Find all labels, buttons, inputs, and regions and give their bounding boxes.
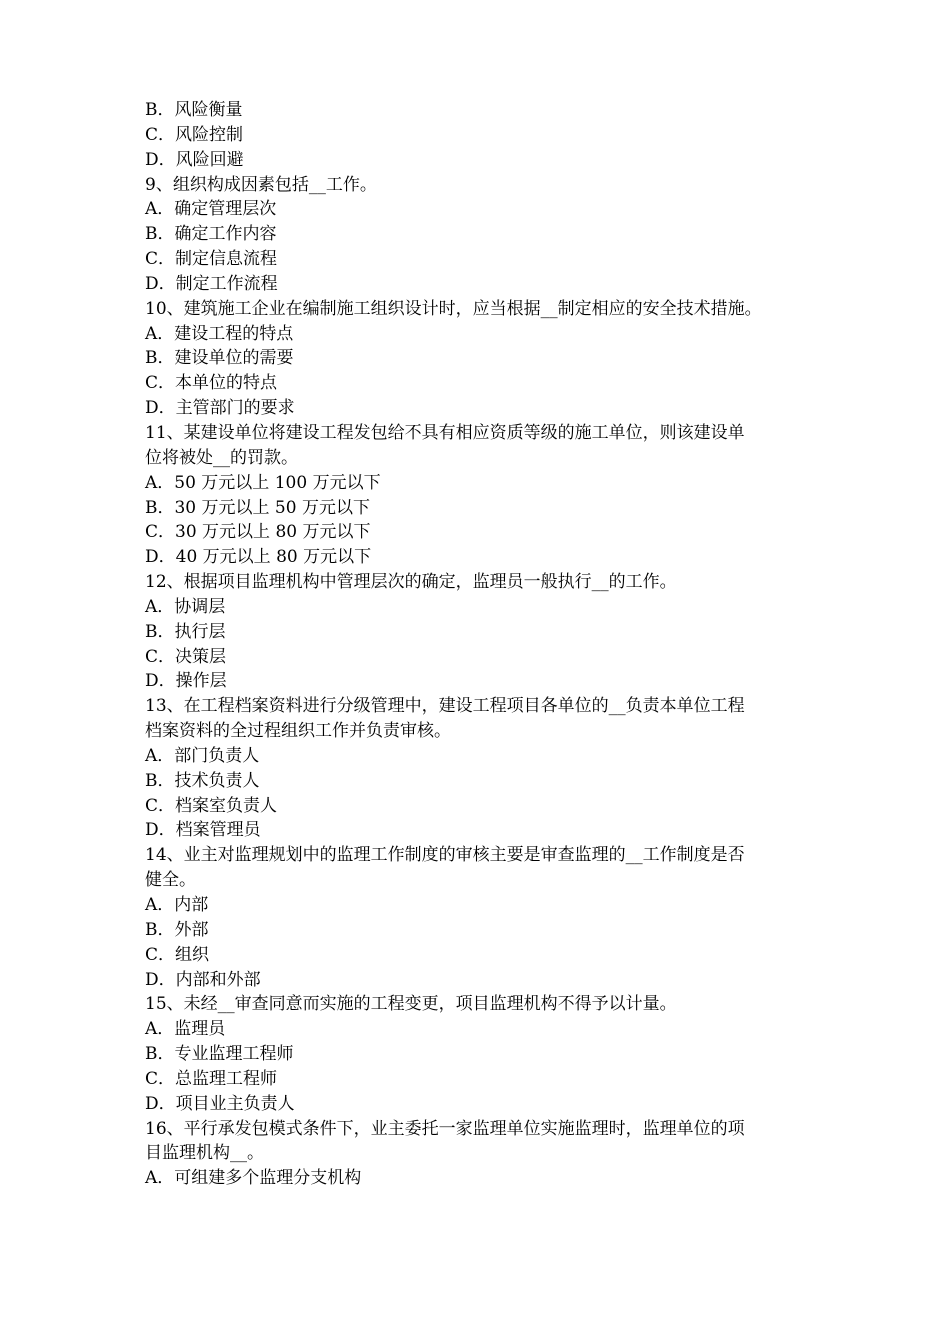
question-14-cont: 健全。 — [145, 870, 196, 891]
option-line: B．建设单位的需要 — [145, 348, 294, 369]
question-10: 10、建筑施工企业在编制施工组织设计时，应当根据__制定相应的安全技术措施。 — [145, 298, 762, 319]
option-line: B．技术负责人 — [145, 770, 260, 791]
option-line: C．30 万元以上 80 万元以下 — [145, 522, 371, 543]
option-line: D．主管部门的要求 — [145, 398, 295, 419]
option-line: B．30 万元以上 50 万元以下 — [145, 497, 370, 518]
option-line: C．决策层 — [145, 646, 227, 667]
option-line: D．制定工作流程 — [145, 273, 278, 294]
question-9: 9、组织构成因素包括__工作。 — [145, 174, 377, 195]
question-11-cont: 位将被处__的罚款。 — [145, 447, 298, 468]
option-line: D．内部和外部 — [145, 969, 261, 990]
option-line: B．专业监理工程师 — [145, 1044, 294, 1065]
option-line: A．建设工程的特点 — [145, 323, 294, 344]
option-line: A．协调层 — [145, 596, 226, 617]
question-12: 12、根据项目监理机构中管理层次的确定，监理员一般执行__的工作。 — [145, 572, 677, 593]
option-line: A．内部 — [145, 895, 209, 915]
question-14: 14、业主对监理规划中的监理工作制度的审核主要是审查监理的__工作制度是否 — [145, 845, 745, 866]
option-line: A．部门负责人 — [145, 745, 260, 766]
question-16: 16、平行承发包模式条件下，业主委托一家监理单位实施监理时，监理单位的项 — [145, 1118, 745, 1139]
option-line: A．可组建多个监理分支机构 — [145, 1168, 362, 1189]
option-line: D．项目业主负责人 — [145, 1093, 295, 1114]
question-11: 11、某建设单位将建设工程发包给不具有相应资质等级的施工单位，则该建设单 — [145, 422, 745, 443]
option-line: A．监理员 — [145, 1019, 226, 1040]
option-line: B．外部 — [145, 919, 209, 940]
option-line: A．确定管理层次 — [145, 199, 277, 220]
option-line: B．执行层 — [145, 621, 226, 642]
option-line: C．本单位的特点 — [145, 373, 278, 394]
option-line: D．风险回避 — [145, 149, 244, 170]
document-page — [145, 98, 810, 1191]
option-line: D．档案管理员 — [145, 820, 261, 841]
option-line: C．制定信息流程 — [145, 249, 278, 270]
option-line: C．组织 — [145, 944, 210, 965]
question-13-cont: 档案资料的全过程组织工作并负责审核。 — [145, 721, 451, 742]
question-16-cont: 目监理机构__。 — [145, 1143, 264, 1164]
question-13: 13、在工程档案资料进行分级管理中，建设工程项目各单位的__负责本单位工程 — [145, 696, 745, 717]
option-line: C．风险控制 — [145, 124, 244, 145]
option-line: A．50 万元以上 100 万元以下 — [145, 472, 381, 493]
option-line: D．操作层 — [145, 671, 227, 692]
option-line: D．40 万元以上 80 万元以下 — [145, 547, 372, 568]
question-15: 15、未经__审查同意而实施的工程变更，项目监理机构不得予以计量。 — [145, 994, 677, 1015]
option-line: B．确定工作内容 — [145, 224, 277, 245]
option-line: B．风险衡量 — [145, 100, 243, 120]
option-line: C．档案室负责人 — [145, 795, 278, 816]
option-line: C．总监理工程师 — [145, 1068, 278, 1089]
